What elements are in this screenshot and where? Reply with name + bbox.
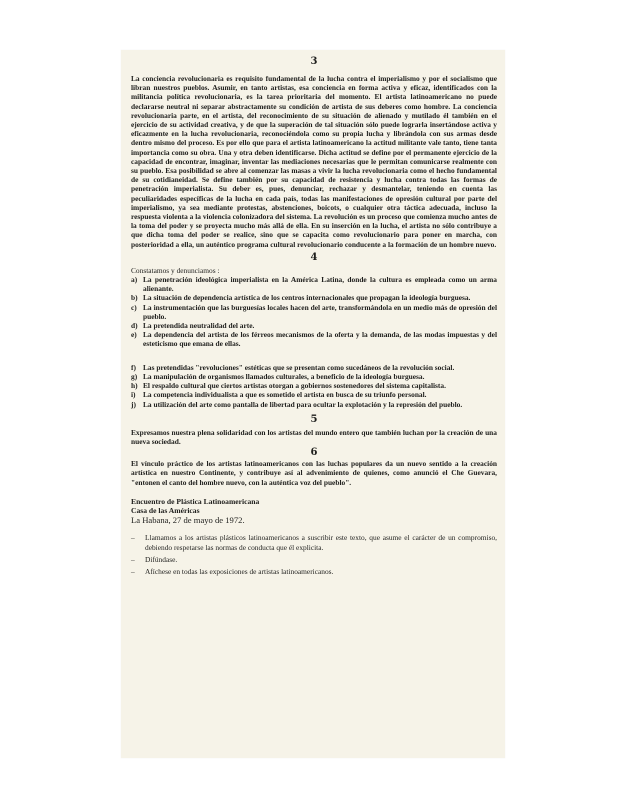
section-number-6: 6 bbox=[310, 447, 318, 459]
list-item: d) La pretendida neutralidad del arte. bbox=[131, 321, 255, 331]
signature-block bbox=[131, 497, 497, 526]
section-3-paragraph: La conciencia revolucionaria es requisito fundamental de la lucha contra el imperialismo y por el socialismo que libran nuestros pueblos. Asumir, en tanto artistas, esa conciencia en forma activa y eficaz, identificados con la militancia política revolucionaria, es la tarea prioritaria del momento. El artista latinoamericano no puede declararse neutral ni separar abstractamente su condición de artista de sus deberes como hombre. La conciencia revolucionaria parte, en el artista, del reconocimiento de su situación de alienado y mutilado él también en el ejercicio de su actividad creativa, y de que la superación de tal situación sólo puede lograrla insertándose activa y eficazmente en la lucha revolucionaria, reconociéndola como su propia lucha y librándola con sus armas desde dentro mismo del proceso. Es por ello que para el artista latinoamericano la actitud militante vale tanto, tiene tanta importancia como su obra. Una y otra deben identificarse. Dicha actitud se define por el permanente ejercicio de la capacidad de encontrar, imaginar, inventar las mediaciones necesarias que le permitan comunicarse realmente con su pueblo. Esa posibilidad se abre al comenzar las masas a vivir la lucha revolucionaria como el hecho fundamental de su cotidianeidad. Se define también por su capacidad de resistencia y lucha contra todas las formas de penetración imperialista. Su deber es, pues, denunciar, rechazar y desmantelar, teniendo en cuenta las peculiaridades específicas de la lucha en cada país, todas las manifestaciones de opresión cultural por parte del imperialismo, ya sea mediante protestas, abstenciones, boicots, o cualquier otra táctica adecuada, incluso la respuesta violenta a la violencia colonizadora del sistema. La revolución es un proceso que comienza mucho antes de la toma del poder y se proyecta mucho más allá de ella. En su inserción en la lucha, el artista no sólo contribuye a que dicha toma del poder se realice, sino que se capacita como revolucionario para poner en marcha, con posterioridad a ella, un auténtico programa cultural revolucionario conducente a la formación de un hombre nuevo. bbox=[131, 74, 497, 249]
denunciation-list-a-e bbox=[131, 275, 497, 349]
section-4-intro: Constatamos y denunciamos : bbox=[131, 265, 220, 275]
section-number-3: 3 bbox=[310, 56, 318, 67]
list-item: h) El respaldo cultural que ciertos artistas otorgan a gobiernos sostenedores del sistema capitalista. bbox=[131, 381, 446, 391]
list-item: c) La instrumentación que las burguesías locales hacen del arte, transformándola en un medio más de opresión del pueblo. bbox=[131, 302, 497, 321]
event-name: Encuentro de Plástica Latinoamericana bbox=[131, 496, 260, 506]
section-6-paragraph: El vínculo práctico de los artistas latinoamericanos con las luchas populares da un nuevo sentido a la creación artística en nuestro Continente, y contribuye así al advenimiento de quienes, como anunció el Che Guevara, "entonen el canto del hombre nuevo, con la auténtica voz del pueblo". bbox=[131, 459, 497, 487]
signature-date: La Habana, 27 de mayo de 1972. bbox=[131, 515, 245, 526]
venue-name: Casa de las Américas bbox=[131, 505, 200, 515]
list-item: e) La dependencia del artista de los férreos mecanismos de la oferta y la demanda, de las modas impuestas y del esteticismo que emana de ellas. bbox=[131, 330, 497, 349]
list-item: j) La utilización del arte como pantalla de libertad para ocultar la explotación y la represión del pueblo. bbox=[131, 399, 463, 409]
resolution-item: – Afíchese en todas las exposiciones de artistas latinoamericanos. bbox=[131, 566, 334, 576]
list-item: b) La situación de dependencia artística de los centros internacionales que propagan la ideología burguesa. bbox=[131, 293, 471, 303]
denunciation-list-f-j bbox=[131, 363, 497, 409]
resolutions bbox=[131, 533, 497, 576]
document-body bbox=[131, 56, 497, 576]
section-number-4: 4 bbox=[310, 251, 318, 263]
list-item: i) La competencia individualista a que es sometido el artista en busca de su triunfo personal. bbox=[131, 390, 427, 400]
section-number-5: 5 bbox=[310, 413, 318, 425]
resolution-item: – Llamamos a los artistas plásticos latinoamericanos a suscribir este texto, que asume el carácter de un compromiso, debiendo respetarse las normas de conducta que él explicita. bbox=[131, 533, 497, 552]
list-item: g) La manipulación de organismos llamados culturales, a beneficio de la ideología burguesa. bbox=[131, 371, 425, 381]
list-item: a) La penetración ideológica imperialista en la América Latina, donde la cultura es empleada como un arma alienante. bbox=[131, 275, 497, 294]
section-5-paragraph: Expresamos nuestra plena solidaridad con los artistas del mundo entero que también luchan por la creación de una nueva sociedad. bbox=[131, 427, 497, 446]
list-item: f) Las pretendidas "revoluciones" estéticas que se presentan como sucedáneos de la revolución social. bbox=[131, 362, 455, 372]
resolution-item: – Difúndase. bbox=[131, 554, 178, 564]
